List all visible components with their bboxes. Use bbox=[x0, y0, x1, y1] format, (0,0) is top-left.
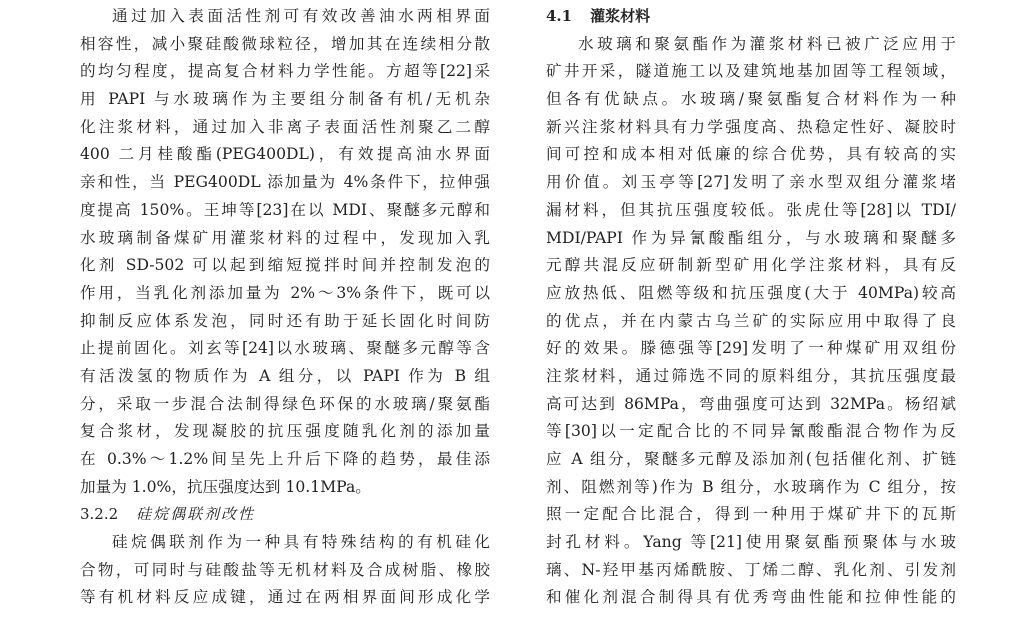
text-line: 在 0.3%～1.2%间呈先上升后下降的趋势，最佳添 bbox=[80, 450, 490, 468]
section-number: 4.1 bbox=[546, 7, 573, 25]
text-line: 水玻璃和聚氨酯作为灌浆材料已被广泛应用于 bbox=[578, 34, 956, 53]
text-line: 照一定配合比混合，得到一种用于煤矿井下的瓦斯 bbox=[546, 505, 956, 524]
text-line: 水玻璃制备煤矿用灌浆材料的过程中，发现加入乳 bbox=[80, 228, 490, 247]
text-line: 间可控和成本相对低廉的综合优势，具有较高的实 bbox=[546, 145, 956, 164]
text-line: 应 A 组分，聚醚多元醇及添加剂(包括催化剂、扩链 bbox=[546, 450, 956, 468]
text-line: 应放热低、阻燃等级和抗压强度(大于 40MPa)较高 bbox=[546, 283, 956, 302]
text-line: 硅烷偶联剂作为一种具有特殊结构的有机硅化 bbox=[112, 533, 490, 552]
text-line: 封孔材料。Yang 等[21]使用聚氨酯预聚体与水玻 bbox=[546, 533, 956, 552]
text-line: 用 PAPI 与水玻璃作为主要组分制备有机/无机杂 bbox=[80, 90, 490, 109]
text-line: 剂、阻燃剂等)作为 B 组分，水玻璃作为 C 组分，按 bbox=[546, 477, 956, 496]
left-paragraph-1 bbox=[80, 3, 490, 501]
text-line: 但各有优缺点。水玻璃/聚氨酯复合材料作为一种 bbox=[546, 90, 956, 109]
right-paragraph-1 bbox=[546, 31, 956, 612]
left-column bbox=[80, 3, 490, 612]
text-line: 亲和性，当 PEG400DL 添加量为 4%条件下，拉伸强 bbox=[80, 173, 490, 192]
text-line: 合物，可同时与硅酸盐等无机材料及合成树脂、橡胶 bbox=[80, 560, 490, 579]
text-line: 等[30]以一定配合比的不同异氰酸酯混合物作为反 bbox=[546, 422, 956, 441]
text-line: 化剂 SD-502 可以起到缩短搅拌时间并控制发泡的 bbox=[80, 256, 490, 275]
text-line: 加量为 1.0%，抗压强度达到 10.1MPa。 bbox=[80, 477, 371, 496]
text-line: 漏材料，但其抗压强度较低。张虎仕等[28]以 TDI/ bbox=[546, 200, 956, 219]
section-title: 灌浆材料 bbox=[590, 7, 651, 25]
text-line: 相容性，减小聚硅酸微球粒径，增加其在连续相分散 bbox=[80, 34, 490, 53]
text-line: 高可达到 86MPa，弯曲强度可达到 32MPa。杨绍斌 bbox=[546, 394, 956, 413]
section-title: 硅烷偶联剂改性 bbox=[136, 505, 256, 524]
text-line: 作用，当乳化剂添加量为 2%～3%条件下，既可以 bbox=[80, 283, 490, 302]
text-line: 和催化剂混合制得具有优秀弯曲性能和拉伸性能的 bbox=[546, 588, 956, 607]
text-line: 用价值。刘玉亭等[27]发明了亲水型双组分灌浆堵 bbox=[546, 173, 956, 192]
text-line: 分，采取一步混合法制得绿色环保的水玻璃/聚氨酯 bbox=[80, 394, 490, 413]
text-line: 通过加入表面活性剂可有效改善油水两相界面 bbox=[112, 7, 490, 25]
section-number: 3.2.2 bbox=[80, 505, 119, 524]
text-line: 新兴注浆材料具有力学强度高、热稳定性好、凝胶时 bbox=[546, 117, 956, 136]
text-line: 等有机材料反应成键，通过在两相界面间形成化学 bbox=[80, 588, 490, 607]
text-line: 注浆材料，通过筛选不同的原料组分，其抗压强度最 bbox=[546, 366, 956, 385]
text-line: 元醇共混反应研制新型矿用化学注浆材料，具有反 bbox=[546, 256, 956, 275]
text-line: 矿井开采，隧道施工以及建筑地基加固等工程领域， bbox=[546, 62, 956, 81]
text-line: 的优点，并在内蒙古乌兰矿的实际应用中取得了良 bbox=[546, 311, 956, 330]
text-line: MDI/PAPI 作为异氰酸酯组分，与水玻璃和聚醚多 bbox=[546, 228, 956, 247]
text-line: 抑制反应体系发泡，同时还有助于延长固化时间防 bbox=[80, 311, 490, 330]
text-line: 有活泼氢的物质作为 A 组分，以 PAPI 作为 B 组 bbox=[80, 366, 490, 385]
right-column bbox=[546, 3, 956, 612]
text-line: 好的效果。滕德强等[29]发明了一种煤矿用双组份 bbox=[546, 339, 956, 358]
text-line: 璃、N-羟甲基丙烯酰胺、丁烯二醇、乳化剂、引发剂 bbox=[546, 560, 956, 579]
text-line: 度提高 150%。王坤等[23]在以 MDI、聚醚多元醇和 bbox=[80, 200, 490, 219]
section-heading-4-1 bbox=[546, 3, 956, 31]
text-line: 的均匀程度，提高复合材料力学性能。方超等[22]采 bbox=[80, 62, 490, 81]
text-line: 400 二月桂酸酯(PEG400DL)，有效提高油水界面 bbox=[80, 145, 490, 164]
text-line: 止提前固化。刘玄等[24]以水玻璃、聚醚多元醇等含 bbox=[80, 339, 490, 358]
text-line: 化注浆材料，通过加入非离子表面活性剂聚乙二醇 bbox=[80, 117, 490, 136]
left-paragraph-2 bbox=[80, 529, 490, 612]
text-line: 复合浆材，发现凝胶的抗压强度随乳化剂的添加量 bbox=[80, 422, 490, 441]
section-heading-3-2-2 bbox=[80, 501, 490, 529]
